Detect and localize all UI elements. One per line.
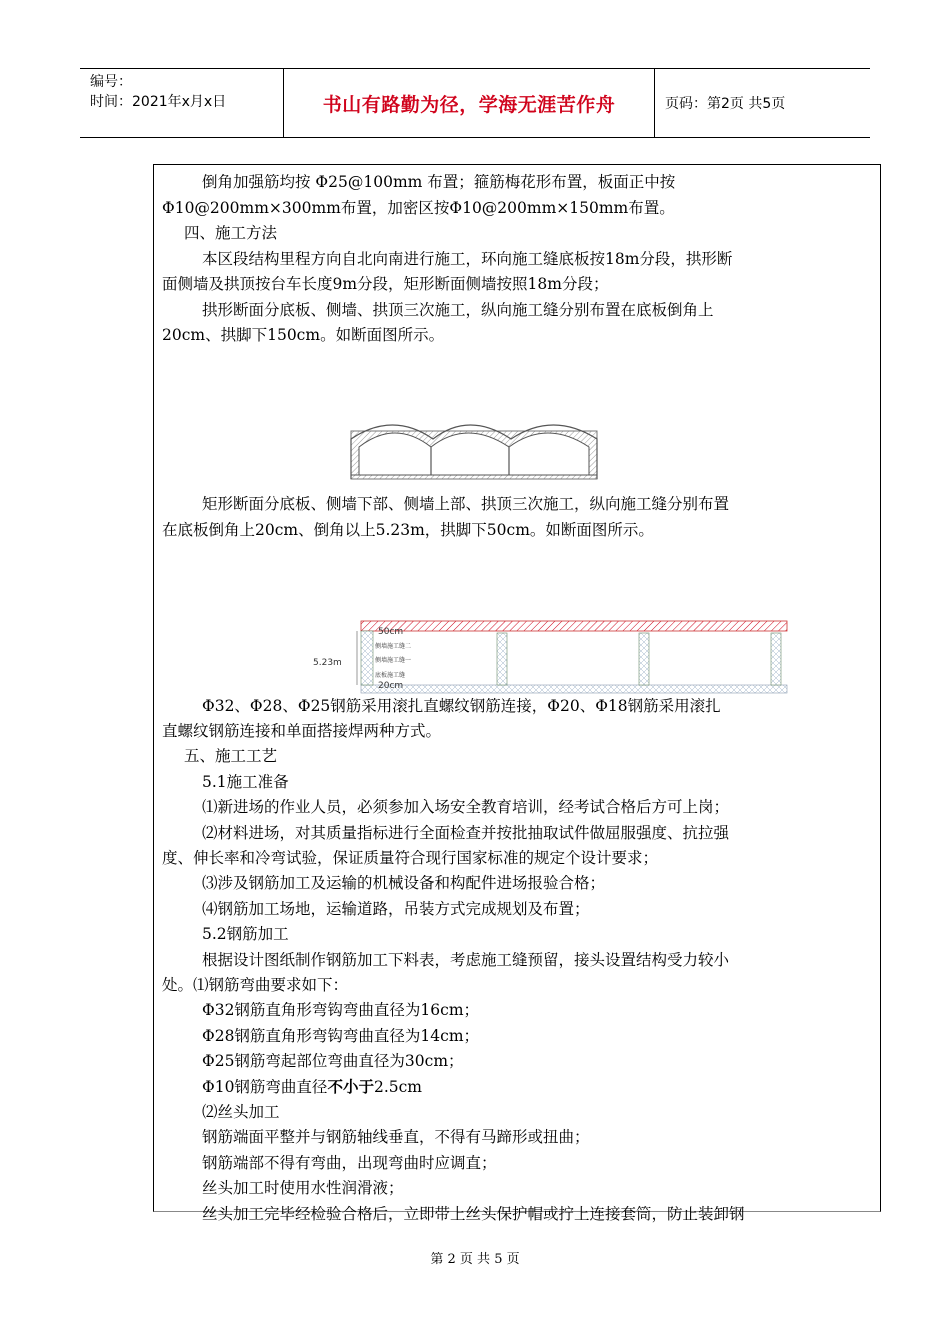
doc-time-label: 时间：2021年x月x日 — [90, 94, 227, 110]
text-line: Φ32、Φ28、Φ25钢筋采用滚扎直螺纹钢筋连接，Φ20、Φ18钢筋采用滚扎 — [202, 697, 721, 715]
header-page-info: 页码：第2页 共5页 — [665, 96, 786, 112]
text-line: 20cm、拱脚下150cm。如断面图所示。 — [162, 326, 445, 344]
arch-section-figure — [349, 413, 599, 481]
section-heading: 四、施工方法 — [184, 224, 278, 242]
label-523m: 5.23m — [313, 658, 342, 668]
header-motto: 书山有路勤为径，学海无涯苦作舟 — [322, 93, 616, 116]
text-line: ⑷钢筋加工场地，运输道路，吊装方式完成规划及布置； — [202, 900, 590, 918]
text-line: ⑴新进场的作业人员，必须参加入场安全教育培训，经考试合格后方可上岗； — [202, 798, 730, 816]
label-seam-one: 侧墙施工缝一 — [375, 657, 412, 664]
text-line: 钢筋端部不得有弯曲，出现弯曲时应调直； — [202, 1154, 497, 1172]
text-run: Φ10钢筋弯曲直径 — [202, 1078, 328, 1096]
text-line: 本区段结构里程方向自北向南进行施工，环向施工缝底板按18m分段，拱形断 — [202, 250, 733, 268]
text-line: 丝头加工时使用水性润滑液； — [202, 1179, 404, 1197]
text-line: Φ28钢筋直角形弯钩弯曲直径为14cm； — [202, 1027, 480, 1045]
subsection-heading: 5.1施工准备 — [202, 773, 289, 791]
text-line: 根据设计图纸制作钢筋加工下料表，考虑施工缝预留，接头设置结构受力较小 — [202, 951, 730, 969]
text-line: 丝头加工完毕经检验合格后，立即带上丝头保护帽或拧上连接套筒，防止装卸钢 — [202, 1205, 745, 1223]
rect-section-figure — [299, 615, 789, 697]
doc-code-label: 编号： — [90, 74, 132, 90]
section-heading: 五、施工工艺 — [184, 747, 278, 765]
text-line: Φ32钢筋直角形弯钩弯曲直径为16cm； — [202, 1001, 480, 1019]
text-line: ⑵材料进场，对其质量指标进行全面检查并按批抽取试件做屈服强度、抗拉强 — [202, 824, 730, 842]
text-line: 直螺纹钢筋连接和单面搭接焊两种方式。 — [162, 722, 442, 740]
page-header — [80, 68, 870, 138]
page-footer: 第 2 页 共 5 页 — [430, 1252, 520, 1267]
text-line — [202, 1076, 422, 1098]
text-line: 面侧墙及拱顶按台车长度9m分段，矩形断面侧墙按照18m分段； — [162, 275, 609, 293]
label-50cm: 50cm — [378, 627, 404, 637]
text-line: 度、伸长率和冷弯试验，保证质量符合现行国家标准的规定个设计要求； — [162, 849, 659, 867]
text-run-bold: 不小于 — [327, 1078, 374, 1096]
header-meta — [90, 72, 226, 112]
label-20cm: 20cm — [378, 681, 404, 691]
text-line: 矩形断面分底板、侧墙下部、侧墙上部、拱顶三次施工，纵向施工缝分别布置 — [202, 495, 730, 513]
text-line: Φ10@200mm×300mm布置，加密区按Φ10@200mm×150mm布置。 — [162, 199, 675, 217]
content-box — [153, 164, 881, 1223]
text-line: ⑵丝头加工 — [202, 1103, 280, 1121]
text-line: 倒角加强筋均按 Φ25@100mm 布置；箍筋梅花形布置，板面正中按 — [202, 173, 676, 191]
text-run: 2.5cm — [373, 1078, 422, 1096]
text-line: 钢筋端面平整并与钢筋轴线垂直，不得有马蹄形或扭曲； — [202, 1128, 590, 1146]
text-line: 处。⑴钢筋弯曲要求如下： — [162, 976, 349, 994]
text-line: ⑶涉及钢筋加工及运输的机械设备和构配件进场报验合格； — [202, 874, 606, 892]
subsection-heading: 5.2钢筋加工 — [202, 925, 289, 943]
text-line: Φ25钢筋弯起部位弯曲直径为30cm； — [202, 1052, 464, 1070]
text-line: 拱形断面分底板、侧墙、拱顶三次施工，纵向施工缝分别布置在底板倒角上 — [202, 301, 714, 319]
label-bottom-seam: 底板施工缝 — [375, 672, 406, 679]
header-divider — [654, 69, 655, 137]
text-line: 在底板倒角上20cm、倒角以上5.23m，拱脚下50cm。如断面图所示。 — [162, 521, 654, 539]
label-seam-two: 侧墙施工缝二 — [375, 643, 412, 650]
